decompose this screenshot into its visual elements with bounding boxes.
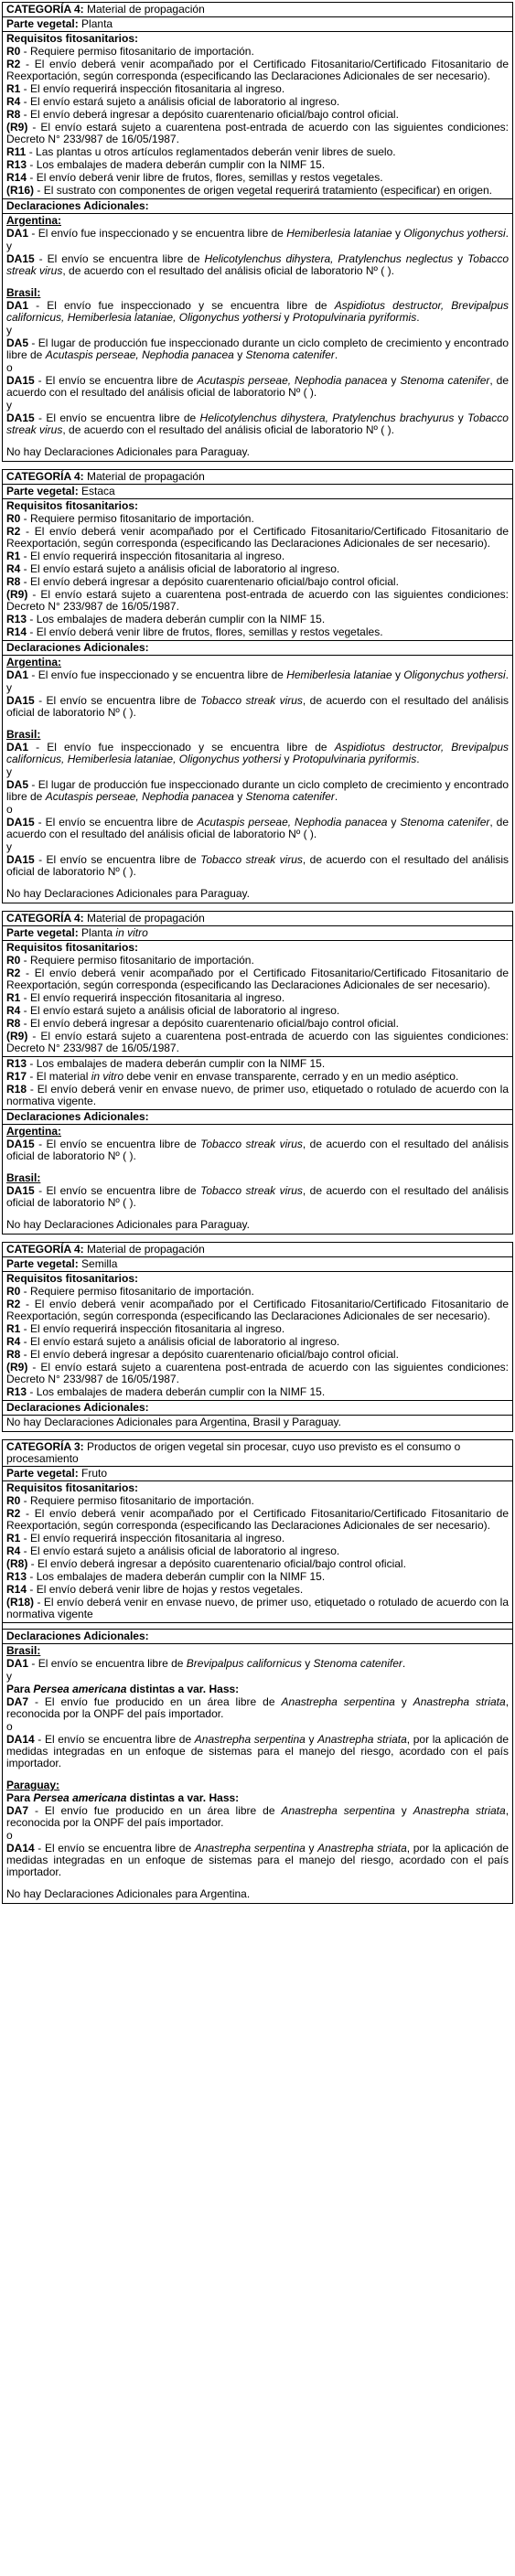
req-r8: R8 - El envío deberá ingresar a depósito cuarentenario oficial/bajo control oficial. — [6, 1017, 399, 1030]
section-estaca — [2, 469, 513, 903]
req-r9: (R9) - El envío estará sujeto a cuarentena post-entrada de acuerdo con las siguientes condiciones: Decreto N° 233/987 de 16/05/1987. — [6, 1030, 509, 1054]
decl-da15: DA15 - El envío se encuentra libre de Tobacco streak virus, de acuerdo con el resultado del análisis oficial de laboratorio Nº ( ). — [6, 1184, 509, 1209]
requirements-heading: Requisitos fitosanitarios: — [6, 499, 139, 512]
req-r0: R0 - Requiere permiso fitosanitario de importación. — [6, 1494, 254, 1507]
requirements-heading: Requisitos fitosanitarios: — [6, 32, 139, 45]
requirements-block — [3, 1272, 512, 1401]
requirements-heading: Requisitos fitosanitarios: — [6, 1481, 139, 1494]
no-declarations-note: No hay Declaraciones Adicionales para Argentina, Brasil y Paraguay. — [6, 1416, 341, 1428]
decl-da15: DA15 - El envío se encuentra libre de Acutaspis perseae, Nephodia panacea y Stenoma catenifer, de acuerdo con el resultado del análisis oficial de laboratorio Nº ( ). — [6, 816, 510, 840]
req-r0: R0 - Requiere permiso fitosanitario de importación. — [6, 1285, 254, 1298]
decl-da15: DA15 - El envío se encuentra libre de Tobacco streak virus, de acuerdo con el resultado del análisis oficial de laboratorio Nº ( ). — [6, 1138, 509, 1162]
req-r4: R4 - El envío estará sujeto a análisis oficial de laboratorio al ingreso. — [6, 1335, 340, 1348]
decl-da14: DA14 - El envío se encuentra libre de Anastrepha serpentina y Anastrepha striata, por la aplicación de medidas integradas en un enfoque de sistemas para el manejo del riesgo, acordado con el país importador. — [6, 1842, 509, 1878]
category-row: CATEGORÍA 3: Productos de origen vegetal sin procesar, cuyo uso previsto es el consumo o procesamiento — [3, 1440, 512, 1467]
decl-da1: DA1 - El envío se encuentra libre de Brevipalpus californicus y Stenoma catenifer. — [6, 1657, 406, 1670]
req-r13: R13 - Los embalajes de madera deberán cumplir con la NIMF 15. — [6, 613, 326, 625]
section-fruto — [2, 1439, 513, 1904]
req-r2: R2 - El envío deberá venir acompañado por el Certificado Fitosanitario/Certificado Fitosanitario de Reexportación, según corresponda (especificando las Declaraciones Adicionales de ser necesario). — [6, 967, 509, 991]
paraguay-note: No hay Declaraciones Adicionales para Paraguay. — [6, 1218, 250, 1231]
req-r2: R2 - El envío deberá venir acompañado por el Certificado Fitosanitario/Certificado Fitosanitario de Reexportación, según corresponda (especificando las Declaraciones Adicionales de ser necesario). — [6, 1298, 509, 1322]
additional-declarations-heading: Declaraciones Adicionales: — [3, 1110, 512, 1125]
section-planta — [2, 2, 513, 462]
section-semilla — [2, 1242, 513, 1432]
req-r1: R1 - El envío requerirá inspección fitosanitaria al ingreso. — [6, 82, 285, 95]
req-r2: R2 - El envío deberá venir acompañado por el Certificado Fitosanitario/Certificado Fitosanitario de Reexportación, según corresponda (especificando las Declaraciones Adicionales de ser necesario). — [6, 58, 509, 82]
additional-declarations-heading: Declaraciones Adicionales: — [3, 641, 512, 656]
document — [2, 2, 513, 1911]
req-r0: R0 - Requiere permiso fitosanitario de importación. — [6, 512, 254, 525]
country-paraguay: Paraguay: — [6, 1779, 60, 1791]
requirements-block — [3, 941, 512, 1057]
category-row: CATEGORÍA 4: Material de propagación — [3, 470, 512, 485]
plant-part-row: Parte vegetal: Fruto — [3, 1467, 512, 1481]
req-r1: R1 - El envío requerirá inspección fitosanitaria al ingreso. — [6, 550, 285, 562]
plant-part-row: Parte vegetal: Estaca — [3, 485, 512, 499]
additional-declarations — [3, 1125, 512, 1234]
req-r13: R13 - Los embalajes de madera deberán cumplir con la NIMF 15. — [6, 158, 326, 171]
requirements-block — [3, 1481, 512, 1623]
req-r1: R1 - El envío requerirá inspección fitosanitaria al ingreso. — [6, 991, 285, 1004]
req-r1: R1 - El envío requerirá inspección fitosanitaria al ingreso. — [6, 1532, 285, 1545]
requirements-block — [3, 499, 512, 641]
requirements-heading: Requisitos fitosanitarios: — [6, 941, 139, 954]
country-brasil: Brasil: — [6, 1644, 41, 1657]
req-r1: R1 - El envío requerirá inspección fitosanitaria al ingreso. — [6, 1322, 285, 1335]
decl-da15: DA15 - El envío se encuentra libre de Helicotylenchus dihystera, Pratylenchus neglectus y Tobacco streak virus, de acuerdo con el resultado del análisis oficial de laboratorio Nº ( ). — [6, 252, 509, 277]
req-r0: R0 - Requiere permiso fitosanitario de importación. — [6, 45, 254, 58]
req-r2: R2 - El envío deberá venir acompañado por el Certificado Fitosanitario/Certificado Fitosanitario de Reexportación, según corresponda (especificando las Declaraciones Adicionales de ser necesario). — [6, 1507, 509, 1532]
plant-part-row: Parte vegetal: Planta in vitro — [3, 926, 512, 941]
species-condition: Para Persea americana distintas a var. Hass: — [6, 1791, 240, 1804]
req-r4: R4 - El envío estará sujeto a análisis oficial de laboratorio al ingreso. — [6, 1004, 340, 1017]
req-r4: R4 - El envío estará sujeto a análisis oficial de laboratorio al ingreso. — [6, 562, 340, 575]
req-r8: (R8) - El envío deberá ingresar a depósito cuarentenario oficial/bajo control oficial. — [6, 1557, 406, 1570]
additional-declarations-heading: Declaraciones Adicionales: — [3, 199, 512, 214]
decl-da7: DA7 - El envío fue producido en un área libre de Anastrepha serpentina y Anastrepha striata, reconocida por la ONPF del país importador. — [6, 1695, 510, 1720]
country-argentina: Argentina: — [6, 214, 61, 227]
country-argentina: Argentina: — [6, 1125, 61, 1138]
req-r17: R17 - El material in vitro debe venir en envase transparente, cerrado y en un medio aséptico. — [6, 1070, 459, 1083]
decl-da1: DA1 - El envío fue inspeccionado y se encuentra libre de Hemiberlesia lataniae y Oligonychus yothersi. — [6, 227, 510, 240]
decl-da15: DA15 - El envío se encuentra libre de Tobacco streak virus, de acuerdo con el resultado del análisis oficial de laboratorio Nº ( ). — [6, 694, 509, 719]
req-r9: (R9) - El envío estará sujeto a cuarentena post-entrada de acuerdo con las siguientes condiciones: Decreto N° 233/987 de 16/05/1987. — [6, 588, 509, 613]
req-r4: R4 - El envío estará sujeto a análisis oficial de laboratorio al ingreso. — [6, 1545, 340, 1557]
req-r18: R18 - El envío deberá venir en envase nuevo, de primer uso, etiquetado o rotulado de acuerdo con la normativa vigente. — [6, 1083, 509, 1107]
country-brasil: Brasil: — [6, 1171, 41, 1184]
decl-da5: DA5 - El lugar de producción fue inspeccionado durante un ciclo completo de crecimiento y encontrado libre de Acutaspis perseae, Nephodia panacea y Stenoma catenifer. — [6, 337, 509, 361]
additional-declarations-heading: Declaraciones Adicionales: — [3, 1629, 512, 1644]
req-r18: (R18) - El envío deberá venir en envase nuevo, de primer uso, etiquetado o rotulado de acuerdo con la normativa vigente — [6, 1596, 509, 1620]
req-r8: R8 - El envío deberá ingresar a depósito cuarentenario oficial/bajo control oficial. — [6, 1348, 399, 1361]
decl-da14: DA14 - El envío se encuentra libre de Anastrepha serpentina y Anastrepha striata, por la aplicación de medidas integradas en un enfoque de sistemas para el manejo del riesgo, acordado con el país importador. — [6, 1733, 509, 1769]
country-brasil: Brasil: — [6, 286, 41, 299]
req-r4: R4 - El envío estará sujeto a análisis oficial de laboratorio al ingreso. — [6, 95, 340, 108]
req-r9: (R9) - El envío estará sujeto a cuarentena post-entrada de acuerdo con las siguientes condiciones: Decreto N° 233/987 de 16/05/1987. — [6, 121, 509, 145]
decl-da15: DA15 - El envío se encuentra libre de Tobacco streak virus, de acuerdo con el resultado del análisis oficial de laboratorio Nº ( ). — [6, 853, 509, 878]
requirements-block — [3, 32, 512, 199]
req-r14: R14 - El envío deberá venir libre de hojas y restos vegetales. — [6, 1583, 304, 1596]
decl-da1: DA1 - El envío fue inspeccionado y se encuentra libre de Aspidiotus destructor, Brevipalpus californicus, Hemiberlesia lataniae, Oligonychus yothersi y Protopulvinaria pyriformis. — [6, 741, 509, 765]
section-planta-in-vitro — [2, 911, 513, 1235]
plant-part-row: Parte vegetal: Planta — [3, 17, 512, 32]
additional-declarations-heading: Declaraciones Adicionales: — [3, 1401, 512, 1416]
req-r9: (R9) - El envío estará sujeto a cuarentena post-entrada de acuerdo con las siguientes condiciones: Decreto N° 233/987 de 16/05/1987. — [6, 1361, 509, 1385]
req-r14: R14 - El envío deberá venir libre de frutos, flores, semillas y restos vegetales. — [6, 625, 383, 638]
category-row: CATEGORÍA 4: Material de propagación — [3, 1243, 512, 1257]
category-row: CATEGORÍA 4: Material de propagación — [3, 3, 512, 17]
decl-da7: DA7 - El envío fue producido en un área libre de Anastrepha serpentina y Anastrepha striata, reconocida por la ONPF del país importador. — [6, 1804, 510, 1829]
decl-da15: DA15 - El envío se encuentra libre de Acutaspis perseae, Nephodia panacea y Stenoma catenifer, de acuerdo con el resultado del análisis oficial de laboratorio Nº ( ). — [6, 374, 510, 399]
req-r0: R0 - Requiere permiso fitosanitario de importación. — [6, 954, 254, 967]
paraguay-note: No hay Declaraciones Adicionales para Paraguay. — [6, 445, 250, 458]
paraguay-note: No hay Declaraciones Adicionales para Paraguay. — [6, 887, 250, 900]
req-r2: R2 - El envío deberá venir acompañado por el Certificado Fitosanitario/Certificado Fitosanitario de Reexportación, según corresponda (especificando las Declaraciones Adicionales de ser necesario). — [6, 525, 509, 550]
req-r16: (R16) - El sustrato con componentes de origen vegetal requerirá tratamiento (especificar) en origen. — [6, 184, 492, 197]
requirements-block-2 — [3, 1057, 512, 1110]
plant-part-row: Parte vegetal: Semilla — [3, 1257, 512, 1272]
decl-da15: DA15 - El envío se encuentra libre de Helicotylenchus dihystera, Pratylenchus brachyurus y Tobacco streak virus, de acuerdo con el resultado del análisis oficial de laboratorio Nº ( ). — [6, 412, 509, 436]
category-row: CATEGORÍA 4: Material de propagación — [3, 912, 512, 926]
req-r13: R13 - Los embalajes de madera deberán cumplir con la NIMF 15. — [6, 1057, 326, 1070]
additional-declarations: Argentina: DA1 - El envío fue inspeccionado y se encuentra libre de Hemiberlesia lataniae y Oligonychus yothersi. y DA15 - El envío se encuentra libre de Helicotylenchus dihystera, Pratylenchus neglectus y Tobacco streak virus, de acuerdo con el resultado del análisis oficial de laboratorio Nº ( ). Brasil: DA1 - El envío fue inspeccionado y se encuentra libre de Aspidiotus destructor, Brevipalpus californicus, Hemiberlesia lataniae, Oligonychus yothersi y Protopulvinaria pyriformis. y DA5 - El lugar de producción fue inspeccionado durante un ciclo completo de crecimiento y encontrado libre de Acutaspis perseae, Nephodia panacea y Stenoma catenifer. o DA15 - El envío se encuentra libre de Acutaspis perseae, Nephodia panacea y Stenoma catenifer, de acuerdo con el resultado del análisis oficial de laboratorio Nº ( ). y DA15 - El envío se encuentra libre de Helicotylenchus dihystera, Pratylenchus brachyurus y Tobacco streak virus, de acuerdo con el resultado del análisis oficial de laboratorio Nº ( ). No hay Declaraciones Adicionales para Paraguay. — [6, 214, 510, 458]
country-brasil: Brasil: — [6, 728, 41, 741]
additional-declarations: Brasil: DA1 - El envío se encuentra libre de Brevipalpus californicus y Stenoma catenifer. y Para Persea americana distintas a var. Hass: DA7 - El envío fue producido en un área libre de Anastrepha serpentina y Anastrepha striata, reconocida por la ONPF del país importador. o DA14 - El envío se encuentra libre de Anastrepha serpentina y Anastrepha striata, por la aplicación de medidas integradas en un enfoque de sistemas para el manejo del riesgo, acordado con el país importador. Paraguay: Para Persea americana distintas a var. Hass: DA7 - El envío fue producido en un área libre de Anastrepha serpentina y Anastrepha striata, reconocida por la ONPF del país importador. o DA14 - El envío se encuentra libre de Anastrepha serpentina y Anastrepha striata, por la aplicación de medidas integradas en un enfoque de sistemas para el manejo del riesgo, acordado con el país importador. No hay Declaraciones Adicionales para Argentina. — [6, 1644, 510, 1900]
req-r14: R14 - El envío deberá venir libre de frutos, flores, semillas y restos vegetales. — [6, 171, 383, 184]
req-r11: R11 - Las plantas u otros artículos reglamentados deberán venir libres de suelo. — [6, 145, 396, 158]
additional-declarations — [3, 1416, 512, 1431]
req-r13: R13 - Los embalajes de madera deberán cumplir con la NIMF 15. — [6, 1570, 326, 1583]
additional-declarations: Argentina: DA1 - El envío fue inspeccionado y se encuentra libre de Hemiberlesia lataniae y Oligonychus yothersi. y DA15 - El envío se encuentra libre de Tobacco streak virus, de acuerdo con el resultado del análisis oficial de laboratorio Nº ( ). Brasil: DA1 - El envío fue inspeccionado y se encuentra libre de Aspidiotus destructor, Brevipalpus californicus, Hemiberlesia lataniae, Oligonychus yothersi y Protopulvinaria pyriformis. y DA5 - El lugar de producción fue inspeccionado durante un ciclo completo de crecimiento y encontrado libre de Acutaspis perseae, Nephodia panacea y Stenoma catenifer. o DA15 - El envío se encuentra libre de Acutaspis perseae, Nephodia panacea y Stenoma catenifer, de acuerdo con el resultado del análisis oficial de laboratorio Nº ( ). y DA15 - El envío se encuentra libre de Tobacco streak virus, de acuerdo con el resultado del análisis oficial de laboratorio Nº ( ). No hay Declaraciones Adicionales para Paraguay. — [6, 656, 510, 900]
decl-da1: DA1 - El envío fue inspeccionado y se encuentra libre de Hemiberlesia lataniae y Oligonychus yothersi. — [6, 668, 510, 681]
argentina-note: No hay Declaraciones Adicionales para Argentina. — [6, 1887, 251, 1900]
decl-da1: DA1 - El envío fue inspeccionado y se encuentra libre de Aspidiotus destructor, Brevipalpus californicus, Hemiberlesia lataniae, Oligonychus yothersi y Protopulvinaria pyriformis. — [6, 299, 509, 324]
req-r13: R13 - Los embalajes de madera deberán cumplir con la NIMF 15. — [6, 1385, 326, 1398]
req-r8: R8 - El envío deberá ingresar a depósito cuarentenario oficial/bajo control oficial. — [6, 108, 399, 121]
req-r8: R8 - El envío deberá ingresar a depósito cuarentenario oficial/bajo control oficial. — [6, 575, 399, 588]
requirements-heading: Requisitos fitosanitarios: — [6, 1272, 139, 1285]
species-condition: Para Persea americana distintas a var. Hass: — [6, 1683, 240, 1695]
country-argentina: Argentina: — [6, 656, 61, 668]
decl-da5: DA5 - El lugar de producción fue inspeccionado durante un ciclo completo de crecimiento y encontrado libre de Acutaspis perseae, Nephodia panacea y Stenoma catenifer. — [6, 778, 509, 803]
